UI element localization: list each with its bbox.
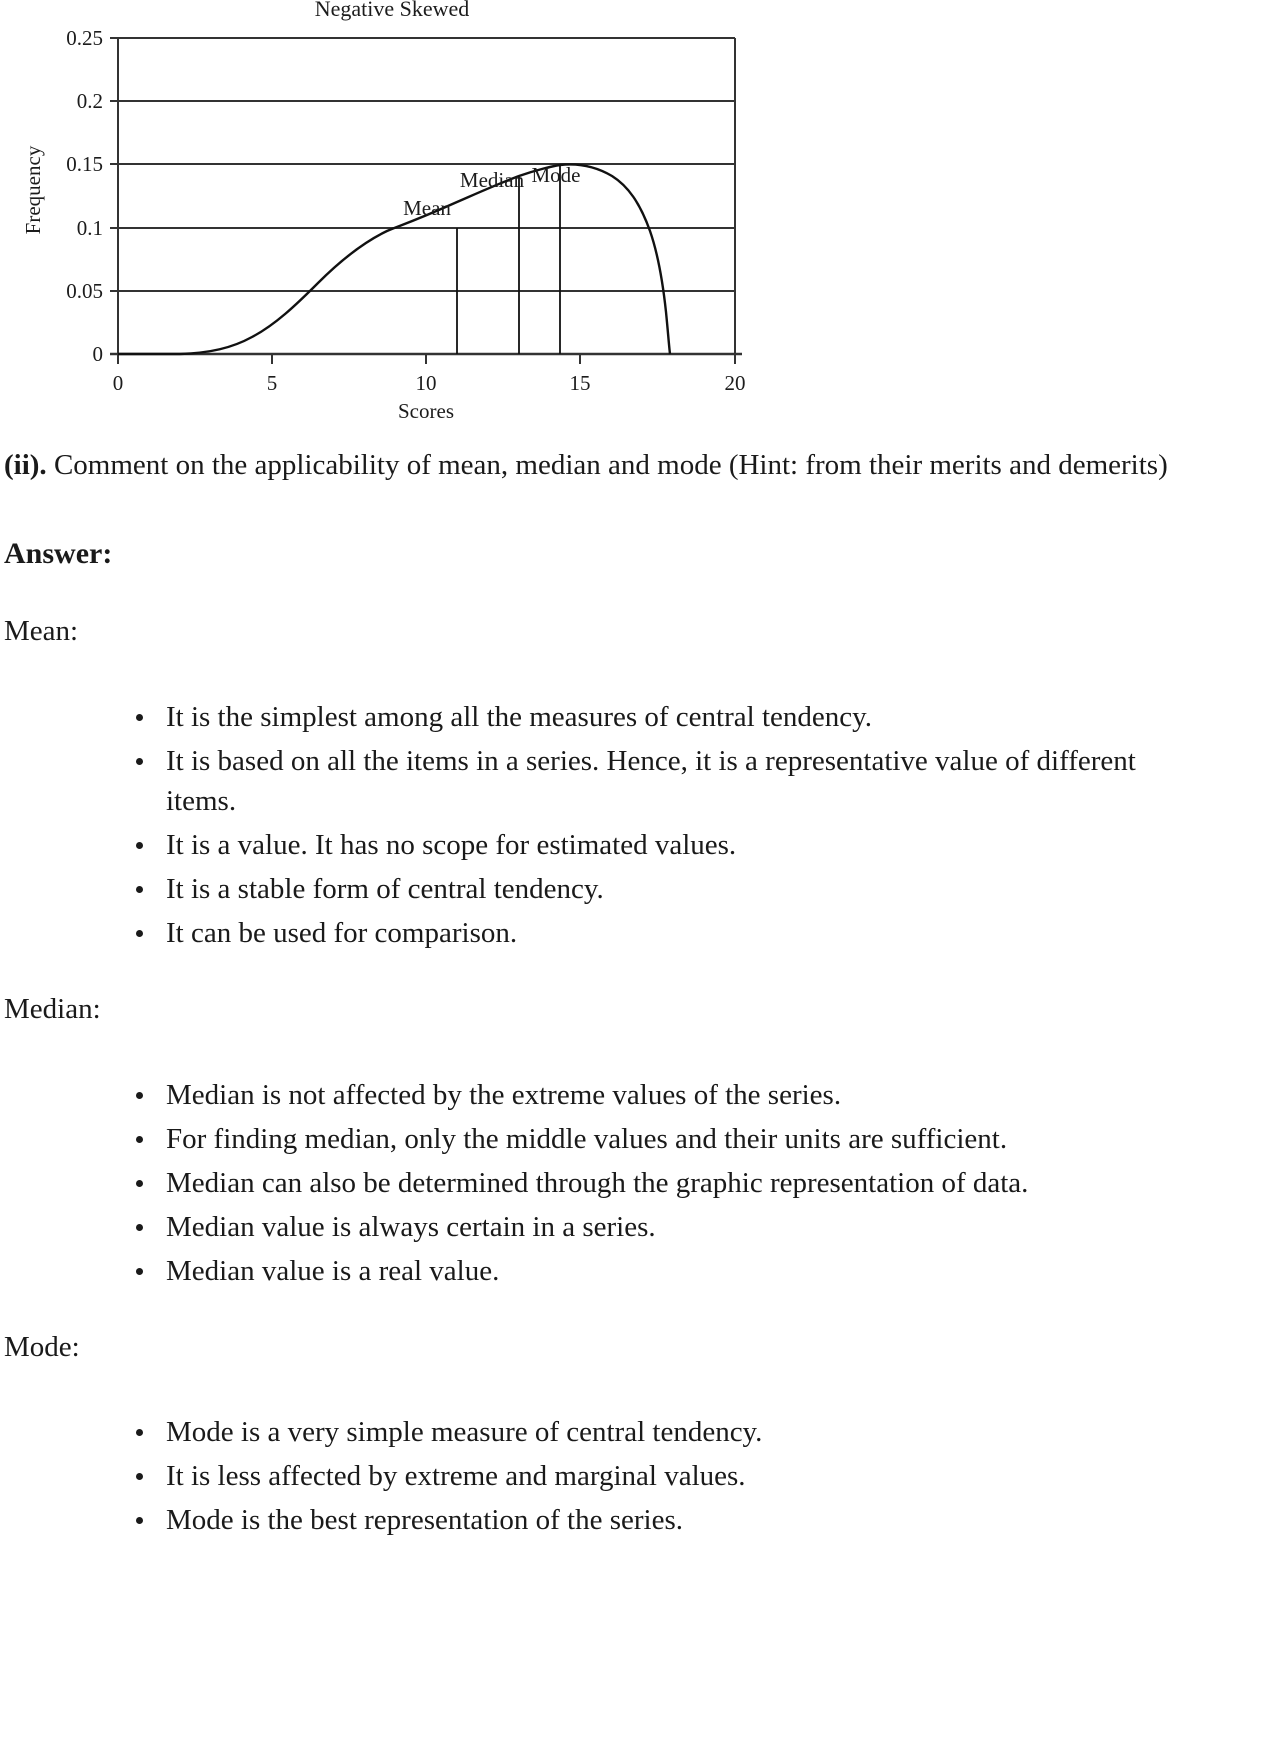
section-heading-mean: Mean: bbox=[4, 615, 79, 648]
x-tick-label-20: 20 bbox=[724, 371, 746, 395]
y-tick-label-0: 0 bbox=[92, 342, 103, 366]
answer-heading: Answer: bbox=[4, 537, 113, 571]
section-heading-median: Median: bbox=[4, 992, 101, 1025]
list-item: It is based on all the items in a series. Hence, it is a representative value of different items. bbox=[132, 741, 1196, 821]
bullet-list-mode bbox=[4, 1412, 1280, 1540]
x-tick-label-15: 15 bbox=[569, 371, 591, 395]
list-item: Median value is always certain in a series. bbox=[132, 1207, 1196, 1247]
list-item: Mode is the best representation of the series. bbox=[132, 1500, 1196, 1540]
x-axis-title: Scores bbox=[398, 399, 454, 423]
list-item: Median can also be determined through the graphic representation of data. bbox=[132, 1163, 1196, 1203]
horizontal-gridlines bbox=[118, 38, 735, 291]
x-tick-label-5: 5 bbox=[266, 371, 278, 395]
list-item: For finding median, only the middle values and their units are sufficient. bbox=[132, 1119, 1196, 1159]
spacer bbox=[4, 1295, 1280, 1329]
y-tick-label-0.05: 0.05 bbox=[66, 279, 103, 303]
x-tick-label-0: 0 bbox=[112, 371, 124, 395]
bullet-list-mean bbox=[4, 697, 1280, 953]
x-tick-label-10: 10 bbox=[415, 371, 437, 395]
figure-negative-skewed bbox=[0, 0, 1288, 445]
list-item: Median is not affected by the extreme values of the series. bbox=[132, 1075, 1196, 1115]
spacer bbox=[4, 1372, 1280, 1412]
median-marker-label: Median bbox=[459, 168, 525, 192]
section-heading-mode: Mode: bbox=[4, 1330, 80, 1363]
marker-lines bbox=[457, 165, 560, 354]
list-item: It is a value. It has no scope for estimated values. bbox=[132, 825, 1196, 865]
distribution-curve bbox=[118, 164, 670, 354]
list-item: It can be used for comparison. bbox=[132, 913, 1196, 953]
y-axis-title: Frequency bbox=[21, 145, 45, 235]
spacer bbox=[4, 579, 1280, 613]
y-tick-label-0.1: 0.1 bbox=[76, 216, 103, 240]
spacer bbox=[4, 657, 1280, 697]
list-item: Median value is a real value. bbox=[132, 1251, 1196, 1291]
question-paragraph bbox=[4, 445, 1184, 486]
list-item: Mode is a very simple measure of central tendency. bbox=[132, 1412, 1196, 1452]
question-number: (ii). bbox=[4, 449, 47, 481]
question-text: Comment on the applicability of mean, median and mode (Hint: from their merits and demerits) bbox=[46, 449, 1168, 481]
list-item: It is the simplest among all the measures of central tendency. bbox=[132, 697, 1196, 737]
y-tick-label-0.2: 0.2 bbox=[76, 89, 103, 113]
y-tick-label-0.25: 0.25 bbox=[66, 26, 103, 50]
answer-body bbox=[0, 445, 1288, 1540]
spacer bbox=[4, 957, 1280, 991]
spacer bbox=[4, 1035, 1280, 1075]
list-item: It is a stable form of central tendency. bbox=[132, 869, 1196, 909]
y-tick-label-0.15: 0.15 bbox=[66, 152, 103, 176]
negative-skewed-chart bbox=[0, 0, 800, 445]
mean-marker-label: Mean bbox=[403, 196, 451, 220]
list-item: It is less affected by extreme and marginal values. bbox=[132, 1456, 1196, 1496]
x-axis-ticks bbox=[118, 354, 735, 364]
bullet-list-median bbox=[4, 1075, 1280, 1291]
mode-marker-label: Mode bbox=[531, 163, 581, 187]
chart-title: Negative Skewed bbox=[314, 0, 470, 21]
spacer bbox=[4, 500, 1280, 534]
